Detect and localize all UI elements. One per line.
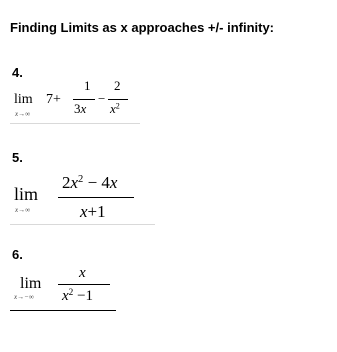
problem-4-frac1-line — [73, 99, 95, 100]
problem-4-term-7: 7+ — [46, 92, 61, 107]
problem-6-numerator: x — [79, 265, 86, 281]
problem-5-underline — [10, 224, 155, 225]
problem-6-fraction-line — [58, 284, 110, 285]
problem-4-frac2-numerator: 2 — [114, 78, 121, 93]
problem-6-subscript: x→−∞ — [14, 293, 34, 301]
page-heading: Finding Limits as x approaches +/- infinity: — [10, 20, 275, 35]
problem-5-denominator: x+1 — [80, 202, 106, 221]
problem-6-denominator: $x^2 -1$ — [62, 287, 94, 304]
problem-6-number: 6. — [12, 247, 23, 262]
problem-4-subscript: x→∞ — [15, 110, 31, 118]
problem-5-number: 5. — [12, 150, 23, 165]
problem-4-minus: − — [98, 91, 106, 106]
problem-4-frac2-denominator: $x^2$ — [110, 101, 120, 116]
problem-4-underline — [10, 123, 140, 124]
problem-5-lim: lim — [14, 184, 39, 204]
problem-6-lim: lim — [20, 275, 42, 292]
problem-5-fraction-line — [58, 197, 134, 198]
problem-4-lim: lim — [14, 92, 33, 107]
problem-4-number: 4. — [12, 65, 23, 80]
problem-4-frac2-line — [108, 99, 128, 100]
problem-6-underline — [10, 310, 116, 311]
problem-5-subscript: x→∞ — [15, 206, 31, 214]
problem-4-frac1-denominator: 3x — [74, 101, 87, 116]
problem-4-frac1-numerator: 1 — [84, 78, 91, 93]
problem-5-numerator: $2x^2 - 4x$ — [62, 173, 118, 192]
